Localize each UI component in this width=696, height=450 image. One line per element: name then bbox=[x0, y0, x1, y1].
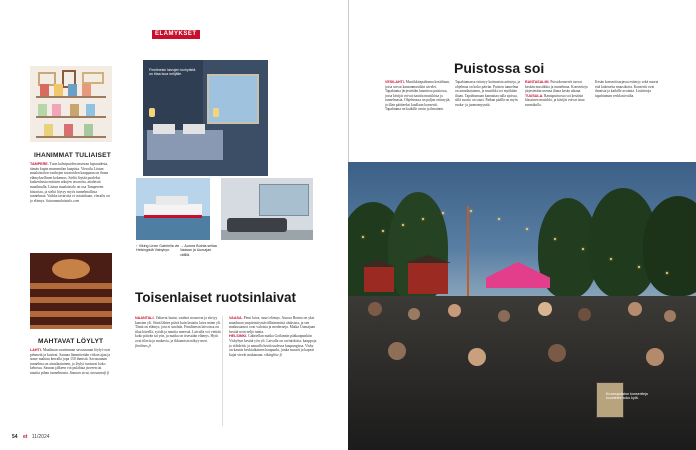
m2-body: Pieni laiva, suuri elämys. Aurora Botnia on yksi maailman ympäristöystävällisimmistä aluksista, ja sen matkustamot ovat valoisia ja moderneja. Matka Uumajaan kestää noin neljä tuntia. bbox=[229, 316, 316, 334]
lounge-photo bbox=[221, 178, 313, 240]
park-col-4 bbox=[595, 80, 661, 172]
shop-body: Tuon kahvipuiden muistan lapsuudesta, tämän kupin mummolan kaapista. Vierailu Liutun maalaistalon vanhojen tavaroiden kauppaan on ihana elämyksellinen kokemus. Sieltä löytää puoleksi kaikenlaista entisten aikojen tavaroita, aitaleistä maailmalla. Liutun maalaistalo on osa Tampereen historiaa, ja sieltä löytyy myös tunnelmallista tunnelmaa. Vaikka tavaroita ei ostaisikaan, vierailu on jo elämys. bbox=[30, 162, 110, 203]
sauna-heading: MAHTAVAT LÖYLYT bbox=[38, 338, 104, 345]
m1-body: Valtavat lautat, vaahtot nousevat ja siirtyy kansien yli. Siinä lähtee päivä kuin lastattu laiva mäen yli. Tämä on elämys, jota ei unohda. Finnlinesin laivoissa on tilaa kävellä, syödä ja nauttia merestä. Laivalla voi viettää koko päivän tai yön, ja matka on itsessään elämys. Hytit ovat tilavia ja mukavia, ja ikkunoista näkyy meri. bbox=[135, 316, 221, 343]
sauna-source: Saunan sivut, tuosaunafi.fi bbox=[69, 370, 110, 375]
sauna-body: Maailman suurimman savusaunan löylyt ovat pehmeät ja kosteat. Saunaa lämmitetään viikon ajan ja sinne mahtuu kerralla jopa 150 ihmistä. Savusaunan tunnelma on ainutlaatuinen, ja löylyt tuntuvat koko kehossa. Saunan jälkeen voi pulahtaa järveen tai nauttia pihan tunnelmasta. bbox=[30, 348, 111, 375]
right-title: Puistossa soi bbox=[454, 60, 545, 76]
page-number: 54 bbox=[12, 434, 18, 440]
m2-body-b: Gabriellan matka Gotlannin pääkaupunkiin Visbyhyn kestää yön yli. Laivalla on ravintoloita, kauppoja ja viihdettä, ja aamulla herää uudessa kaupungissa. Visby on kaunis keskiaikainen kaupunki, jonka muurit ja kapeat kujat vievät mukanaan. bbox=[229, 334, 317, 357]
rc4-body: Kesän konserttisarjassa esiintyy sekä nuoria että kokeneita muusikoita. Konsertit ovat ilmaisia ja kaikille avoimia. Lisätietoja tapahtuman verkkosivuilta. bbox=[595, 80, 659, 98]
park-col-1 bbox=[385, 80, 451, 172]
ferry-caption: ↑ Viking Linen Gabriella vie Helsingistä Visbyhyn. bbox=[136, 244, 180, 253]
sauna-article bbox=[30, 348, 112, 428]
column-divider bbox=[222, 316, 223, 426]
rc2-body: Tapahtumassa esiintyy kotimaisia artisteja, ja ohjelmaa on koko päivän. Puiston tunnelma on ainutlaatuinen, ja musiikki soi myöhään iltaan. Tapahtumaan kannattaa tulla ajoissa, sillä suosio on suuri. Paikan päällä on myös ruoka- ja juomamyyntiä. bbox=[455, 80, 521, 107]
park-col-2 bbox=[455, 80, 521, 172]
page-footer bbox=[12, 434, 50, 440]
footer-issue: 11/2024 bbox=[31, 434, 50, 440]
shop-article bbox=[30, 162, 112, 246]
ferry-article-col-1 bbox=[135, 316, 221, 428]
rc3-lead: RANTASALMI. bbox=[525, 80, 550, 84]
shop-photo bbox=[30, 66, 112, 142]
shop-lead: TAMPERE. bbox=[30, 162, 49, 166]
rc3-body-b: Rantapuistossa soi kesäisin klassinen musiikki, ja kävijät voivat istua nurmikolla. bbox=[525, 93, 585, 107]
shop-source: liutunmaalaistalo.com bbox=[46, 198, 80, 203]
rc3-lead-b: TUUSULA. bbox=[525, 93, 544, 98]
lounge-caption: → Aurora Botnia sellaa Vaasan ja Uumajan välillä. bbox=[180, 244, 217, 257]
cabin-caption: Finnlinesin laivojen luxhytistä on tilaa isoa nelijälle. bbox=[149, 68, 196, 77]
shop-heading: IHANIMMAT TULIAISET bbox=[34, 152, 111, 159]
ferry-photo bbox=[136, 178, 210, 240]
concert-caption: Kruunupuiston konsertteja kuuntelee koko kylä. bbox=[606, 392, 648, 401]
section-tag: ELÄMYKSET bbox=[152, 30, 200, 39]
sauna-lead: LAHTI. bbox=[30, 348, 42, 352]
right-page bbox=[348, 0, 696, 450]
ferry-article-col-2 bbox=[229, 316, 317, 428]
concert-photo bbox=[348, 162, 696, 450]
m2-lead-b: HELSINKI. bbox=[229, 334, 248, 339]
m2-source: vikingline.fi bbox=[264, 352, 282, 357]
footer-brand: et bbox=[22, 434, 28, 440]
rc1-body: Musiikkitapahtuma kesäiltaan, jossa soivat kansanmusiikin sävelet. Tapahtuma järjestetään kauniissa puistossa, jossa kävijät voivat nauttia musiikista ja tunnelmasta. Ohjelmassa on paljon esiintyjiä, ja illan päätteeksi kuullaan konsertti. Tapahtuma on kaikille avoin ja ilmainen. bbox=[385, 80, 451, 111]
rc3-body: Puistokonsertit tuovat kesään musiikkia ja tunnelmaa. Konsertteja järjestetään useana iltana kesän aikana. bbox=[525, 80, 588, 93]
m1-source: finnlines.fi bbox=[135, 343, 151, 348]
m1-lead: NAANTALI. bbox=[135, 316, 155, 320]
m2-lead: VAASA. bbox=[229, 316, 243, 320]
rc1-lead: VESILAHTI. bbox=[385, 80, 405, 84]
sauna-photo bbox=[30, 253, 112, 329]
park-col-3 bbox=[525, 80, 591, 172]
cabin-photo bbox=[143, 60, 268, 176]
main-heading: Toisenlaiset ruotsinlaivat bbox=[135, 290, 297, 305]
